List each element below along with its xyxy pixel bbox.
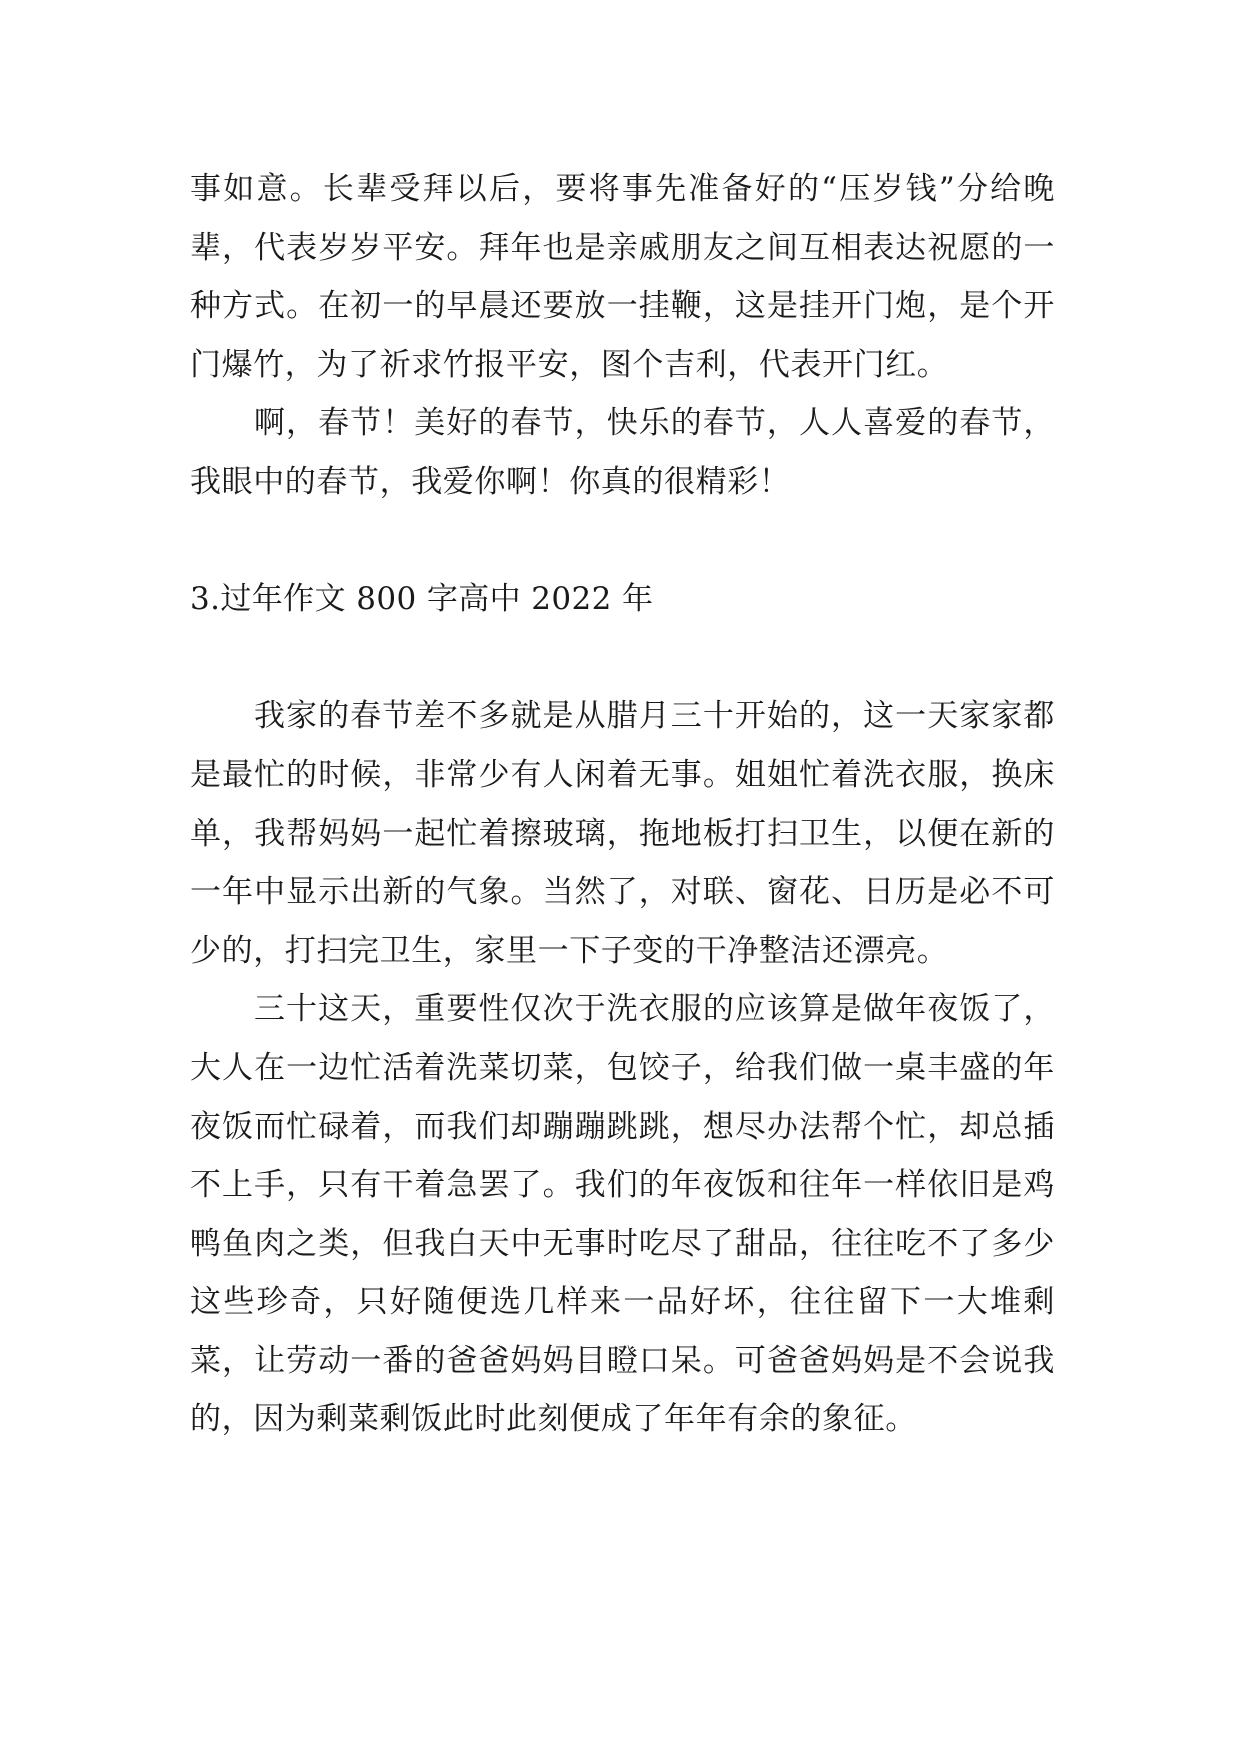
spacer [190,629,1055,688]
spacer [190,512,1055,571]
paragraph-spring-festival-closing: 啊，春节！美好的春节，快乐的春节，人人喜爱的春节，我眼中的春节，我爱你啊！你真的很精彩！ [190,405,1055,500]
paragraph-continued: 事如意。长辈受拜以后，要将事先准备好的“压岁钱”分给晚辈，代表岁岁平安。拜年也是亲戚朋友之间互相表达祝愿的一种方式。在初一的早晨还要放一挂鞭，这是挂开门炮，是个开门爆竹，为了祈求竹报平安，图个吉利，代表开门红。 [190,171,1055,383]
document-body [190,160,1055,1449]
paragraph-new-year-eve-cleaning: 我家的春节差不多就是从腊月三十开始的，这一天家家都是最忙的时候，非常少有人闲着无事。姐姐忙着洗衣服，换床单，我帮妈妈一起忙着擦玻璃，拖地板打扫卫生，以便在新的一年中显示出新的气象。当然了，对联、窗花、日历是必不可少的，打扫完卫生，家里一下子变的干净整洁还漂亮。 [190,698,1055,969]
section-heading: 3.过年作文 800 字高中 2022 年 [190,581,654,618]
paragraph-new-year-eve-dinner: 三十这天，重要性仅次于洗衣服的应该算是做年夜饭了，大人在一边忙活着洗菜切菜，包饺子，给我们做一桌丰盛的年夜饭而忙碌着，而我们却蹦蹦跳跳，想尽办法帮个忙，却总插不上手，只有干着急罢了。我们的年夜饭和往年一样依旧是鸡鸭鱼肉之类，但我白天中无事时吃尽了甜品，往往吃不了多少这些珍奇，只好随便选几样来一品好坏，往往留下一大堆剩菜，让劳动一番的爸爸妈妈目瞪口呆。可爸爸妈妈是不会说我的，因为剩菜剩饭此时此刻便成了年年有余的象征。 [190,991,1055,1438]
